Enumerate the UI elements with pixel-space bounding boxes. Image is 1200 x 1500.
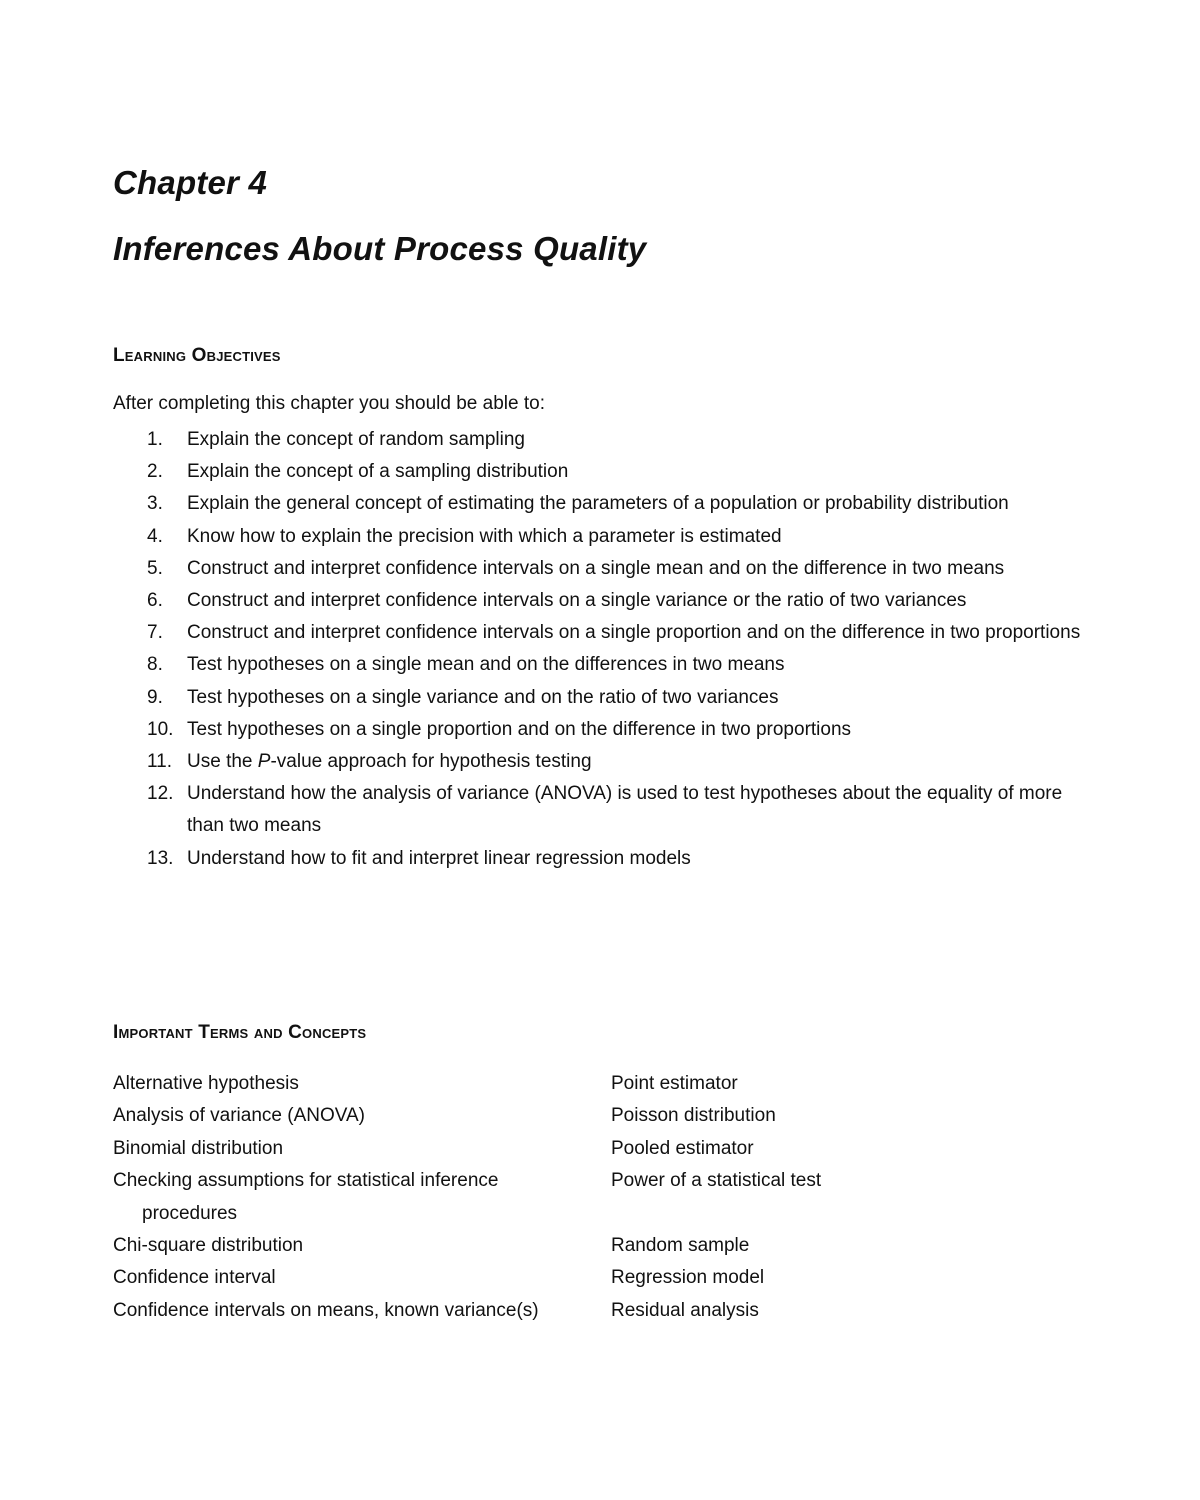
term-right: Point estimator bbox=[611, 1073, 738, 1094]
objective-number: 11. bbox=[147, 751, 173, 773]
objective-text: Test hypotheses on a single variance and on the ratio of two variances bbox=[187, 686, 779, 708]
objective-number: 8. bbox=[147, 654, 163, 676]
objective-item bbox=[113, 456, 1103, 488]
objective-item bbox=[113, 746, 1103, 778]
objective-text-part: Use the bbox=[187, 751, 258, 773]
objective-text: Test hypotheses on a single proportion and on the difference in two proportions bbox=[187, 718, 852, 740]
objective-number: 2. bbox=[147, 461, 163, 483]
objective-item bbox=[113, 682, 1103, 714]
objective-text: Understand how to fit and interpret linear regression models bbox=[187, 847, 691, 869]
objective-text-italic: P bbox=[257, 751, 271, 773]
term-row bbox=[113, 1165, 1073, 1230]
objective-item bbox=[113, 714, 1103, 746]
objective-text bbox=[187, 751, 592, 772]
objective-item bbox=[113, 521, 1103, 553]
term-left: Confidence intervals on means, known variance(s) bbox=[113, 1299, 539, 1321]
term-right: Random sample bbox=[611, 1235, 750, 1257]
term-right: Regression model bbox=[611, 1267, 765, 1289]
objective-text: Explain the concept of random sampling bbox=[187, 429, 525, 450]
objective-number: 5. bbox=[147, 557, 163, 579]
term-row bbox=[113, 1100, 1073, 1132]
objectives-intro: After completing this chapter you should be able to: bbox=[113, 393, 545, 414]
objective-item bbox=[113, 778, 1103, 842]
term-left: Alternative hypothesis bbox=[113, 1073, 299, 1094]
term-left-text: Checking assumptions for statistical inference bbox=[113, 1170, 499, 1192]
objective-text: Test hypotheses on a single mean and on the differences in two means bbox=[187, 654, 785, 676]
term-left: Binomial distribution bbox=[113, 1137, 284, 1159]
terms-table bbox=[113, 1068, 1073, 1327]
objective-number: 6. bbox=[147, 590, 163, 612]
learning-objectives-heading: Learning Objectives bbox=[113, 345, 281, 366]
terms-heading: Important Terms and Concepts bbox=[113, 1022, 367, 1043]
chapter-title: Inferences About Process Quality bbox=[113, 230, 647, 267]
term-right: Residual analysis bbox=[611, 1299, 759, 1321]
objective-number: 7. bbox=[147, 622, 163, 644]
objective-item bbox=[113, 649, 1103, 681]
objective-number: 1. bbox=[147, 429, 163, 450]
objective-item bbox=[113, 488, 1103, 520]
objective-text: Construct and interpret confidence intervals on a single proportion and on the difference in two proportions bbox=[187, 622, 1081, 644]
objective-text: Construct and interpret confidence intervals on a single mean and on the difference in two means bbox=[187, 557, 1005, 579]
term-right: Poisson distribution bbox=[611, 1105, 776, 1127]
objective-number: 13. bbox=[147, 847, 174, 869]
term-row bbox=[113, 1068, 1073, 1100]
objectives-list bbox=[113, 424, 1103, 875]
term-left: Chi-square distribution bbox=[113, 1235, 304, 1257]
term-row bbox=[113, 1262, 1073, 1294]
objective-item bbox=[113, 553, 1103, 585]
term-row bbox=[113, 1230, 1073, 1262]
objective-item bbox=[113, 843, 1103, 875]
objective-number: 3. bbox=[147, 493, 163, 515]
objective-item bbox=[113, 424, 1103, 456]
term-left: Confidence interval bbox=[113, 1267, 276, 1289]
term-row bbox=[113, 1133, 1073, 1165]
term-left-continuation: procedures bbox=[142, 1202, 238, 1224]
term-right: Power of a statistical test bbox=[611, 1170, 822, 1192]
objective-text: Know how to explain the precision with which a parameter is estimated bbox=[187, 525, 782, 547]
objective-number: 9. bbox=[147, 686, 163, 708]
objective-text: Understand how the analysis of variance (ANOVA) is used to test hypotheses about the equality of more than two means bbox=[187, 783, 1063, 837]
objective-number: 10. bbox=[147, 718, 174, 740]
term-row bbox=[113, 1295, 1073, 1327]
objective-item bbox=[113, 585, 1103, 617]
objective-number: 4. bbox=[147, 525, 163, 547]
objective-number: 12. bbox=[147, 783, 174, 805]
chapter-label: Chapter 4 bbox=[113, 164, 268, 201]
objective-text: Construct and interpret confidence intervals on a single variance or the ratio of two variances bbox=[187, 590, 967, 612]
term-left: Analysis of variance (ANOVA) bbox=[113, 1105, 366, 1127]
objective-text-part: -value approach for hypothesis testing bbox=[270, 751, 592, 773]
objective-item bbox=[113, 617, 1103, 649]
term-left bbox=[113, 1165, 611, 1230]
objective-text: Explain the general concept of estimating the parameters of a population or probability distribution bbox=[187, 493, 1009, 515]
objective-text: Explain the concept of a sampling distribution bbox=[187, 461, 569, 483]
term-right: Pooled estimator bbox=[611, 1137, 754, 1159]
